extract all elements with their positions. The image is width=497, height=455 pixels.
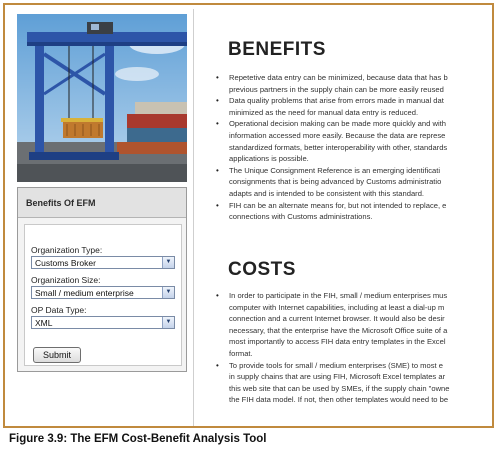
list-item-line: the FIH data model. If not, then other templates would need to be	[229, 395, 449, 405]
submit-button[interactable]: Submit	[33, 347, 81, 363]
port-crane-image	[17, 14, 187, 182]
list-item-line: adapts and is intended to be consistent with this standard.	[229, 188, 425, 198]
list-item-line: • To provide tools for small / medium enterprises (SME) to most e	[229, 360, 443, 370]
org-type-value: Customs Broker	[35, 258, 96, 268]
list-item-line: most importantly to access FIH data entry templates in the Excel	[229, 337, 446, 347]
benefits-list	[216, 72, 494, 223]
list-item-line: • In order to participate in the FIH, small / medium enterprises mus	[229, 291, 448, 300]
org-size-select[interactable]	[31, 286, 175, 299]
list-item-line: consignments that is being advanced by Customs administratio	[229, 177, 442, 187]
op-data-type-value: XML	[35, 318, 53, 328]
org-size-value: Small / medium enterprise	[35, 288, 134, 298]
list-item-line: • Repetetive data entry can be minimized, because data that has b	[229, 73, 448, 82]
list-item-line: computer with Internet capabilities, including at least a dial-up m	[229, 302, 445, 312]
list-item-line: • Operational decision making can be made more quickly and with	[229, 119, 446, 129]
org-type-select[interactable]	[31, 256, 175, 269]
list-item	[216, 290, 494, 360]
list-item-line: applications is possible.	[229, 154, 309, 164]
op-data-type-select[interactable]	[31, 316, 175, 329]
list-item	[216, 165, 494, 200]
chevron-down-icon[interactable]: ▼	[162, 317, 174, 328]
list-item-line: • Data quality problems that arise from errors made in manual dat	[229, 96, 444, 106]
org-type-label: Organization Type:	[31, 245, 103, 255]
list-item	[216, 118, 494, 164]
benefits-heading: BENEFITS	[228, 39, 326, 60]
costs-heading: COSTS	[228, 259, 296, 280]
figure-caption: Figure 3.9: The EFM Cost-Benefit Analysis Tool	[9, 433, 267, 445]
list-item-line: • FIH can be an alternate means for, but not intended to replace, e	[229, 200, 447, 210]
list-item-line: necessary, that the enterprise have the Microsoft Office suite of a	[229, 325, 448, 335]
list-item-line: format.	[229, 348, 253, 358]
list-item-line: minimized as the need for manual data entry is reduced.	[229, 107, 419, 117]
costs-list	[216, 290, 494, 406]
list-item	[216, 360, 494, 406]
list-item-line: connection and a current Internet browser. It would also be desir	[229, 314, 445, 324]
list-item	[216, 95, 494, 118]
list-item	[216, 200, 494, 223]
form-body	[24, 224, 182, 366]
list-item-line: connections with Customs administrations.	[229, 212, 373, 222]
chevron-down-icon[interactable]: ▼	[162, 257, 174, 268]
figure-frame	[3, 3, 494, 428]
org-size-label: Organization Size:	[31, 275, 101, 285]
efm-form-panel	[17, 187, 187, 372]
port-crane-photo	[17, 14, 187, 182]
list-item	[216, 72, 494, 95]
list-item-line: this web site that can be used by SMEs, if the supply chain "owne	[229, 383, 450, 393]
list-item-line: information accessed more easily. Because the data are represe	[229, 130, 446, 140]
list-item-line: • The Unique Consignment Reference is an emerging identificati	[229, 165, 441, 175]
op-data-type-label: OP Data Type:	[31, 305, 87, 315]
cost-benefit-document	[193, 9, 494, 428]
list-item-line: previous partners in the supply chain can be more easily reused	[229, 84, 444, 94]
panel-title: Benefits Of EFM	[18, 188, 186, 218]
list-item-line: standardized formats, better interoperability with other, standards	[229, 142, 448, 152]
chevron-down-icon[interactable]: ▼	[162, 287, 174, 298]
list-item-line: in supply chains that are using FIH, Microsoft Excel templates ar	[229, 372, 446, 382]
